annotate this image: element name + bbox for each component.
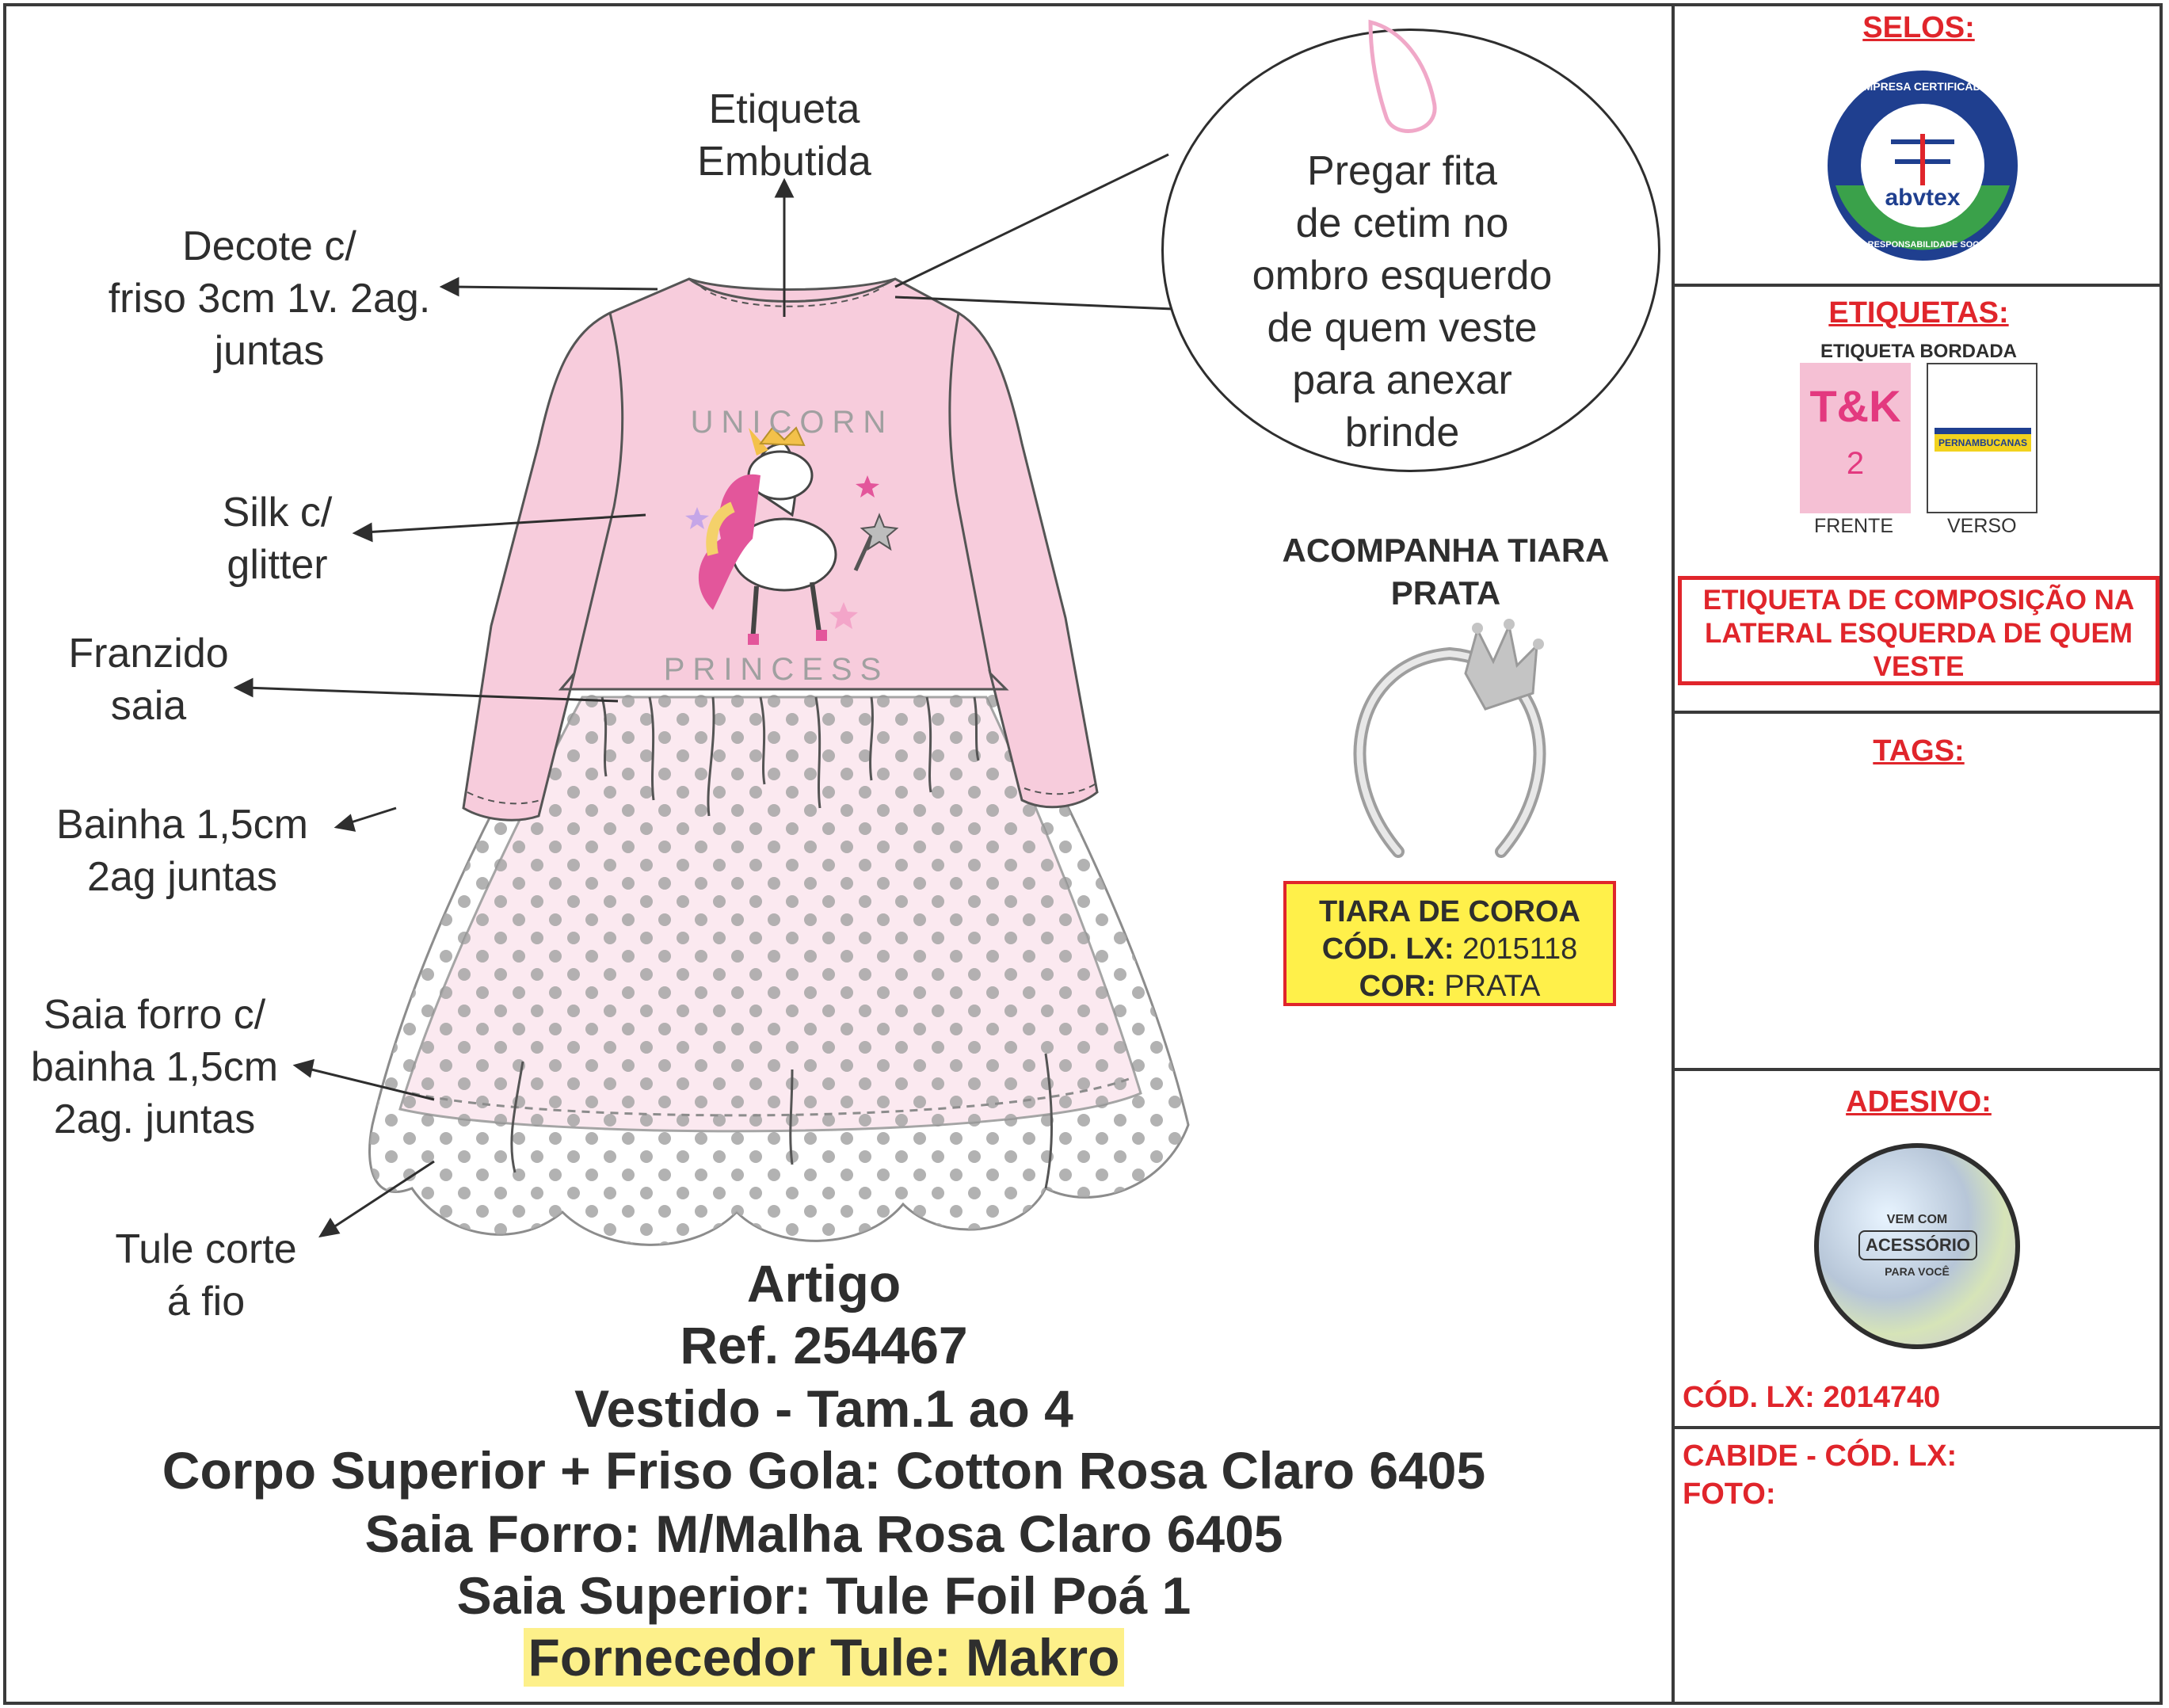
article-top-skirt: Saia Superior: Tule Foil Poá 1 [456, 1566, 1191, 1625]
tiara-code-label: CÓD. LX: [1321, 932, 1454, 966]
sticker-line3: PARA VOCÊ [1885, 1265, 1950, 1278]
article-ref: Ref. 254467 [680, 1316, 968, 1374]
article-title: Artigo [746, 1254, 902, 1313]
article-supplier-row [48, 1627, 1600, 1687]
selos-title: SELOS: [1862, 11, 1975, 44]
label-back [1927, 363, 2037, 513]
sidebar-divider-tags [1672, 1068, 2163, 1071]
note-tule: Tule corte á fio [115, 1226, 297, 1325]
composicao-box: ETIQUETA DE COMPOSIÇÃO NA LATERAL ESQUERDA DE QUEM VESTE [1678, 576, 2159, 685]
label-frente: FRENTE [1814, 515, 1893, 537]
tiara-heading: ACOMPANHA TIARA PRATA [1282, 532, 1610, 612]
note-pregar-fita: Pregar fita de cetim no ombro esquerdo de quem veste para anexar brinde [1252, 148, 1553, 456]
print-bottom-text: PRINCESS [663, 652, 890, 687]
tiara-code-value: 2015118 [1462, 932, 1578, 966]
print-top-text: UNICORN [690, 405, 894, 440]
foto-label: FOTO: [1683, 1477, 1776, 1511]
seal-brand: abvtex [1885, 185, 1961, 211]
label-verso: VERSO [1947, 515, 2017, 537]
article-supplier: Fornecedor Tule: Makro [524, 1628, 1125, 1687]
note-silk: Silk c/ glitter [222, 490, 333, 588]
satin-ribbon-icon [1347, 14, 1458, 141]
abvtex-seal-icon [1824, 67, 2022, 265]
sidebar-divider-selos [1672, 284, 2163, 287]
tags-title: TAGS: [1873, 734, 1965, 768]
sidebar-divider [1672, 3, 1675, 1705]
sidebar-divider-etiquetas [1672, 711, 2163, 714]
note-decote: Decote c/ friso 3cm 1v. 2ag. juntas [108, 223, 431, 374]
note-bainha: Bainha 1,5cm 2ag juntas [56, 802, 308, 900]
tiara-name: TIARA DE COROA [1318, 895, 1581, 928]
tiara-headband-icon [1347, 614, 1553, 864]
tiara-color-label: COR: [1359, 970, 1436, 1003]
cabide-code: CABIDE - CÓD. LX: [1683, 1439, 1957, 1473]
seal-top-text: EMPRESA CERTIFICADA [1856, 80, 1989, 93]
tiara-color-value: PRATA [1444, 970, 1541, 1003]
tiara-info-box [1283, 881, 1616, 1006]
note-franzido: Franzido saia [68, 631, 229, 729]
sticker-line1: VEM COM [1886, 1213, 1948, 1226]
etiquetas-title: ETIQUETAS: [1828, 296, 2009, 330]
seal-bottom-text: EM RESPONSABILIDADE SOCIAL [1852, 240, 1993, 250]
note-etiqueta-embutida: Etiqueta Embutida [697, 86, 871, 185]
label-front [1800, 363, 1911, 513]
article-body-fabric: Corpo Superior + Friso Gola: Cotton Rosa Claro 6405 [162, 1441, 1486, 1500]
accessory-sticker [1814, 1143, 2020, 1349]
sidebar-divider-adesivo [1672, 1426, 2163, 1429]
article-type: Vestido - Tam.1 ao 4 [574, 1379, 1073, 1438]
etiqueta-bordada-label: ETIQUETA BORDADA [1820, 341, 2017, 362]
adesivo-code: CÓD. LX: 2014740 [1683, 1381, 1941, 1414]
article-lining-fabric: Saia Forro: M/Malha Rosa Claro 6405 [364, 1504, 1283, 1563]
label-back-brand: PERNAMBUCANAS [1935, 428, 2031, 452]
note-saia-forro: Saia forro c/ bainha 1,5cm 2ag. juntas [30, 992, 279, 1142]
adesivo-title: ADESIVO: [1846, 1085, 1992, 1119]
label-front-size: 2 [1846, 446, 1865, 481]
label-front-brand: T&K [1809, 381, 1901, 431]
sticker-line2: ACESSÓRIO [1858, 1230, 1977, 1260]
